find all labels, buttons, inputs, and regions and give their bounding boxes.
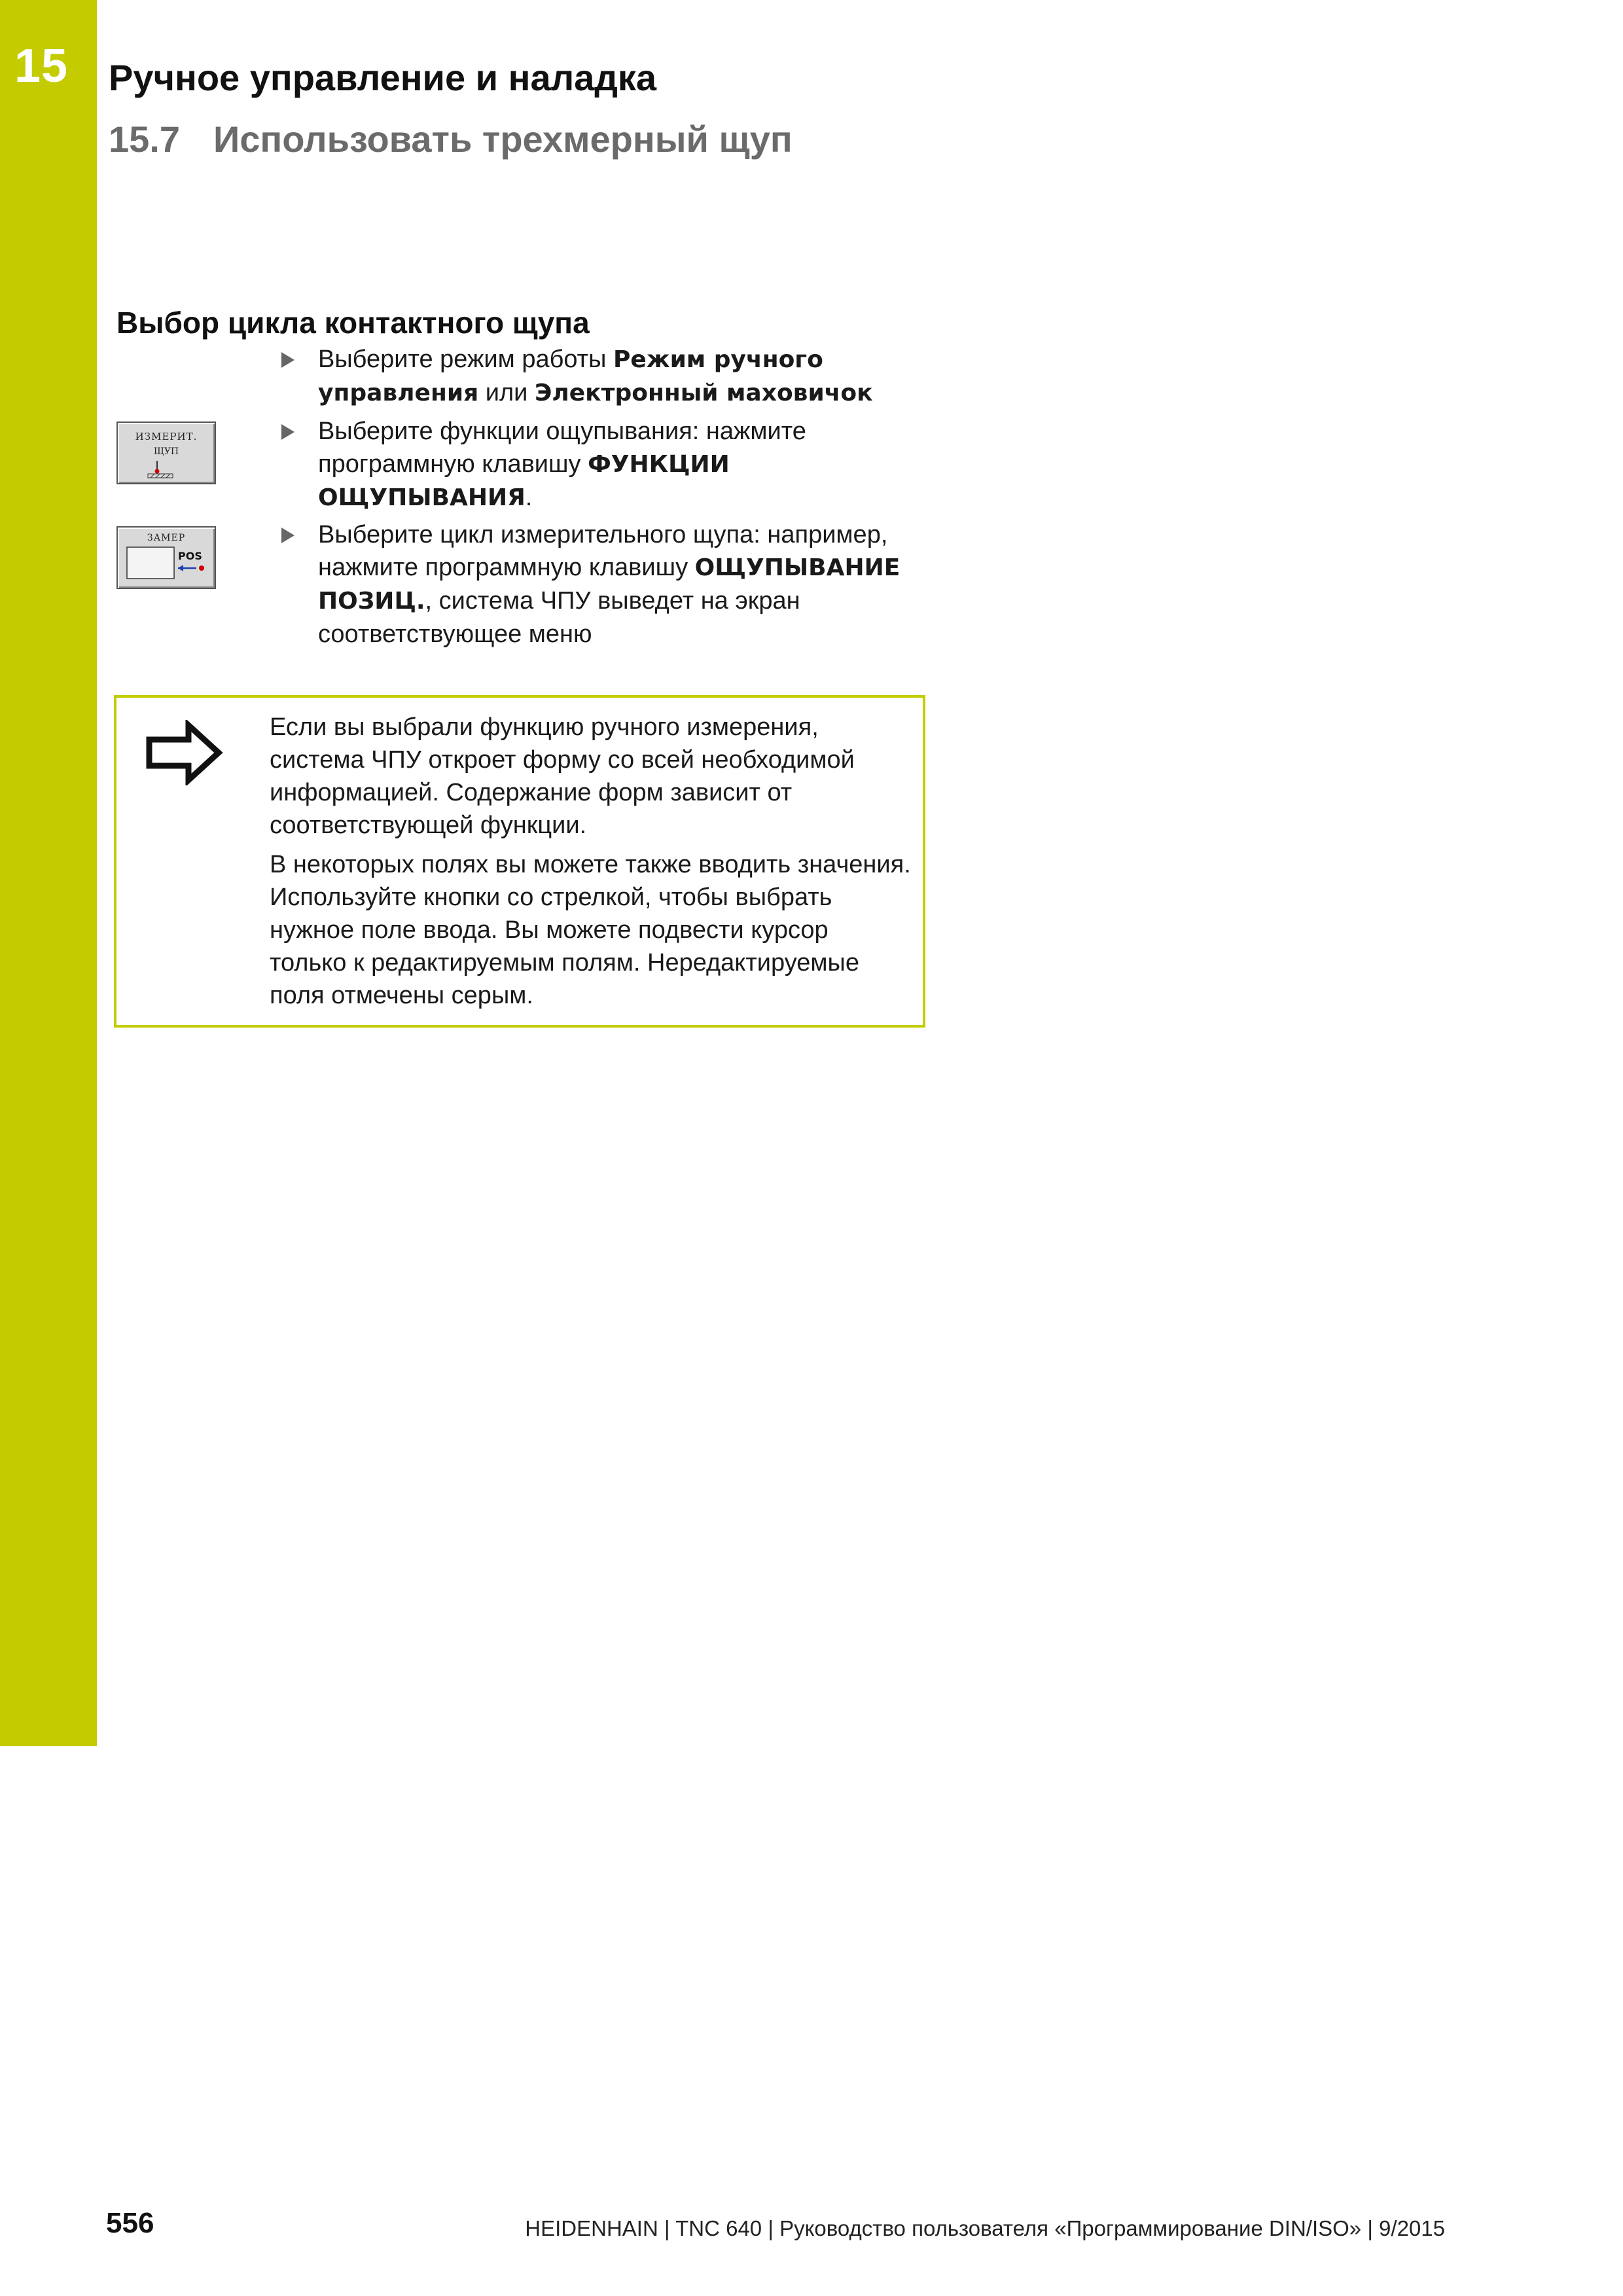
bullet-triangle-icon — [281, 528, 294, 543]
footer-text: HEIDENHAIN | TNC 640 | Руководство пользователя «Программирование DIN/ISO» | 9/2015 — [525, 2216, 1445, 2240]
step-1-pre: Выберите режим работы — [318, 346, 613, 373]
step-2 — [281, 415, 936, 514]
right-arrow-icon — [145, 720, 224, 785]
softkey-probe-line1: ИЗМЕРИТ. — [135, 431, 198, 442]
chapter-title: Ручное управление и наладка — [109, 57, 657, 98]
note-paragraph-1: Если вы выбрали функцию ручного измерения, система ЧПУ откроет форму со всей необходимой информацией. Содержание форм зависит от соответствующей функции. — [270, 713, 855, 839]
step-3-bold-key: ОЩУПЫВАНИЕ ПОЗИЦ. — [318, 554, 901, 615]
bullet-triangle-icon — [281, 352, 294, 368]
step-1-bold-mode2: Электронный маховичок — [534, 380, 873, 406]
page-number: 556 — [106, 2207, 154, 2239]
bullet-triangle-icon — [281, 424, 294, 440]
softkey-probe-position[interactable] — [116, 526, 216, 589]
section-number: 15.7 — [109, 118, 180, 160]
step-3-pre: Выберите цикл измерительного щупа: например, нажмите программную клавишу — [318, 521, 888, 581]
step-2-post: . — [525, 484, 533, 511]
step-1-mid: или — [478, 379, 535, 406]
note-paragraph-2: В некоторых полях вы можете также вводить значения. Используйте кнопки со стрелкой, чтобы выбрать нужное поле ввода. Вы можете подвести курсор только к редактируемым полям. Нередактируемые поля отмечены серым. — [270, 851, 911, 1009]
softkey-position-line1: ЗАМЕР — [147, 533, 186, 543]
step-3 — [281, 518, 936, 651]
probe-icon — [118, 423, 215, 483]
step-2-text — [318, 415, 936, 514]
note-box — [114, 695, 925, 1028]
chapter-number: 15 — [14, 40, 69, 92]
section-title-text: Использовать трехмерный щуп — [213, 118, 793, 160]
softkey-position-line2: POS — [178, 550, 202, 562]
step-3-post: , система ЧПУ выведет на экран соответствующее меню — [318, 587, 800, 648]
softkey-probe-functions[interactable] — [116, 422, 216, 484]
softkey-probe-line2: ЩУП — [153, 446, 179, 457]
step-2-pre: Выберите функции ощупывания: нажмите программную клавишу — [318, 418, 806, 478]
step-1-bold-mode1: Режим ручного управления — [318, 346, 823, 406]
step-2-bold-key: ФУНКЦИИ ОЩУПЫВАНИЯ — [318, 451, 730, 511]
section-title — [109, 118, 793, 160]
step-1 — [281, 343, 936, 410]
subsection-title: Выбор цикла контактного щупа — [116, 306, 590, 340]
chapter-sidebar — [0, 0, 97, 1746]
step-3-text — [318, 518, 936, 651]
step-1-text — [318, 343, 936, 410]
